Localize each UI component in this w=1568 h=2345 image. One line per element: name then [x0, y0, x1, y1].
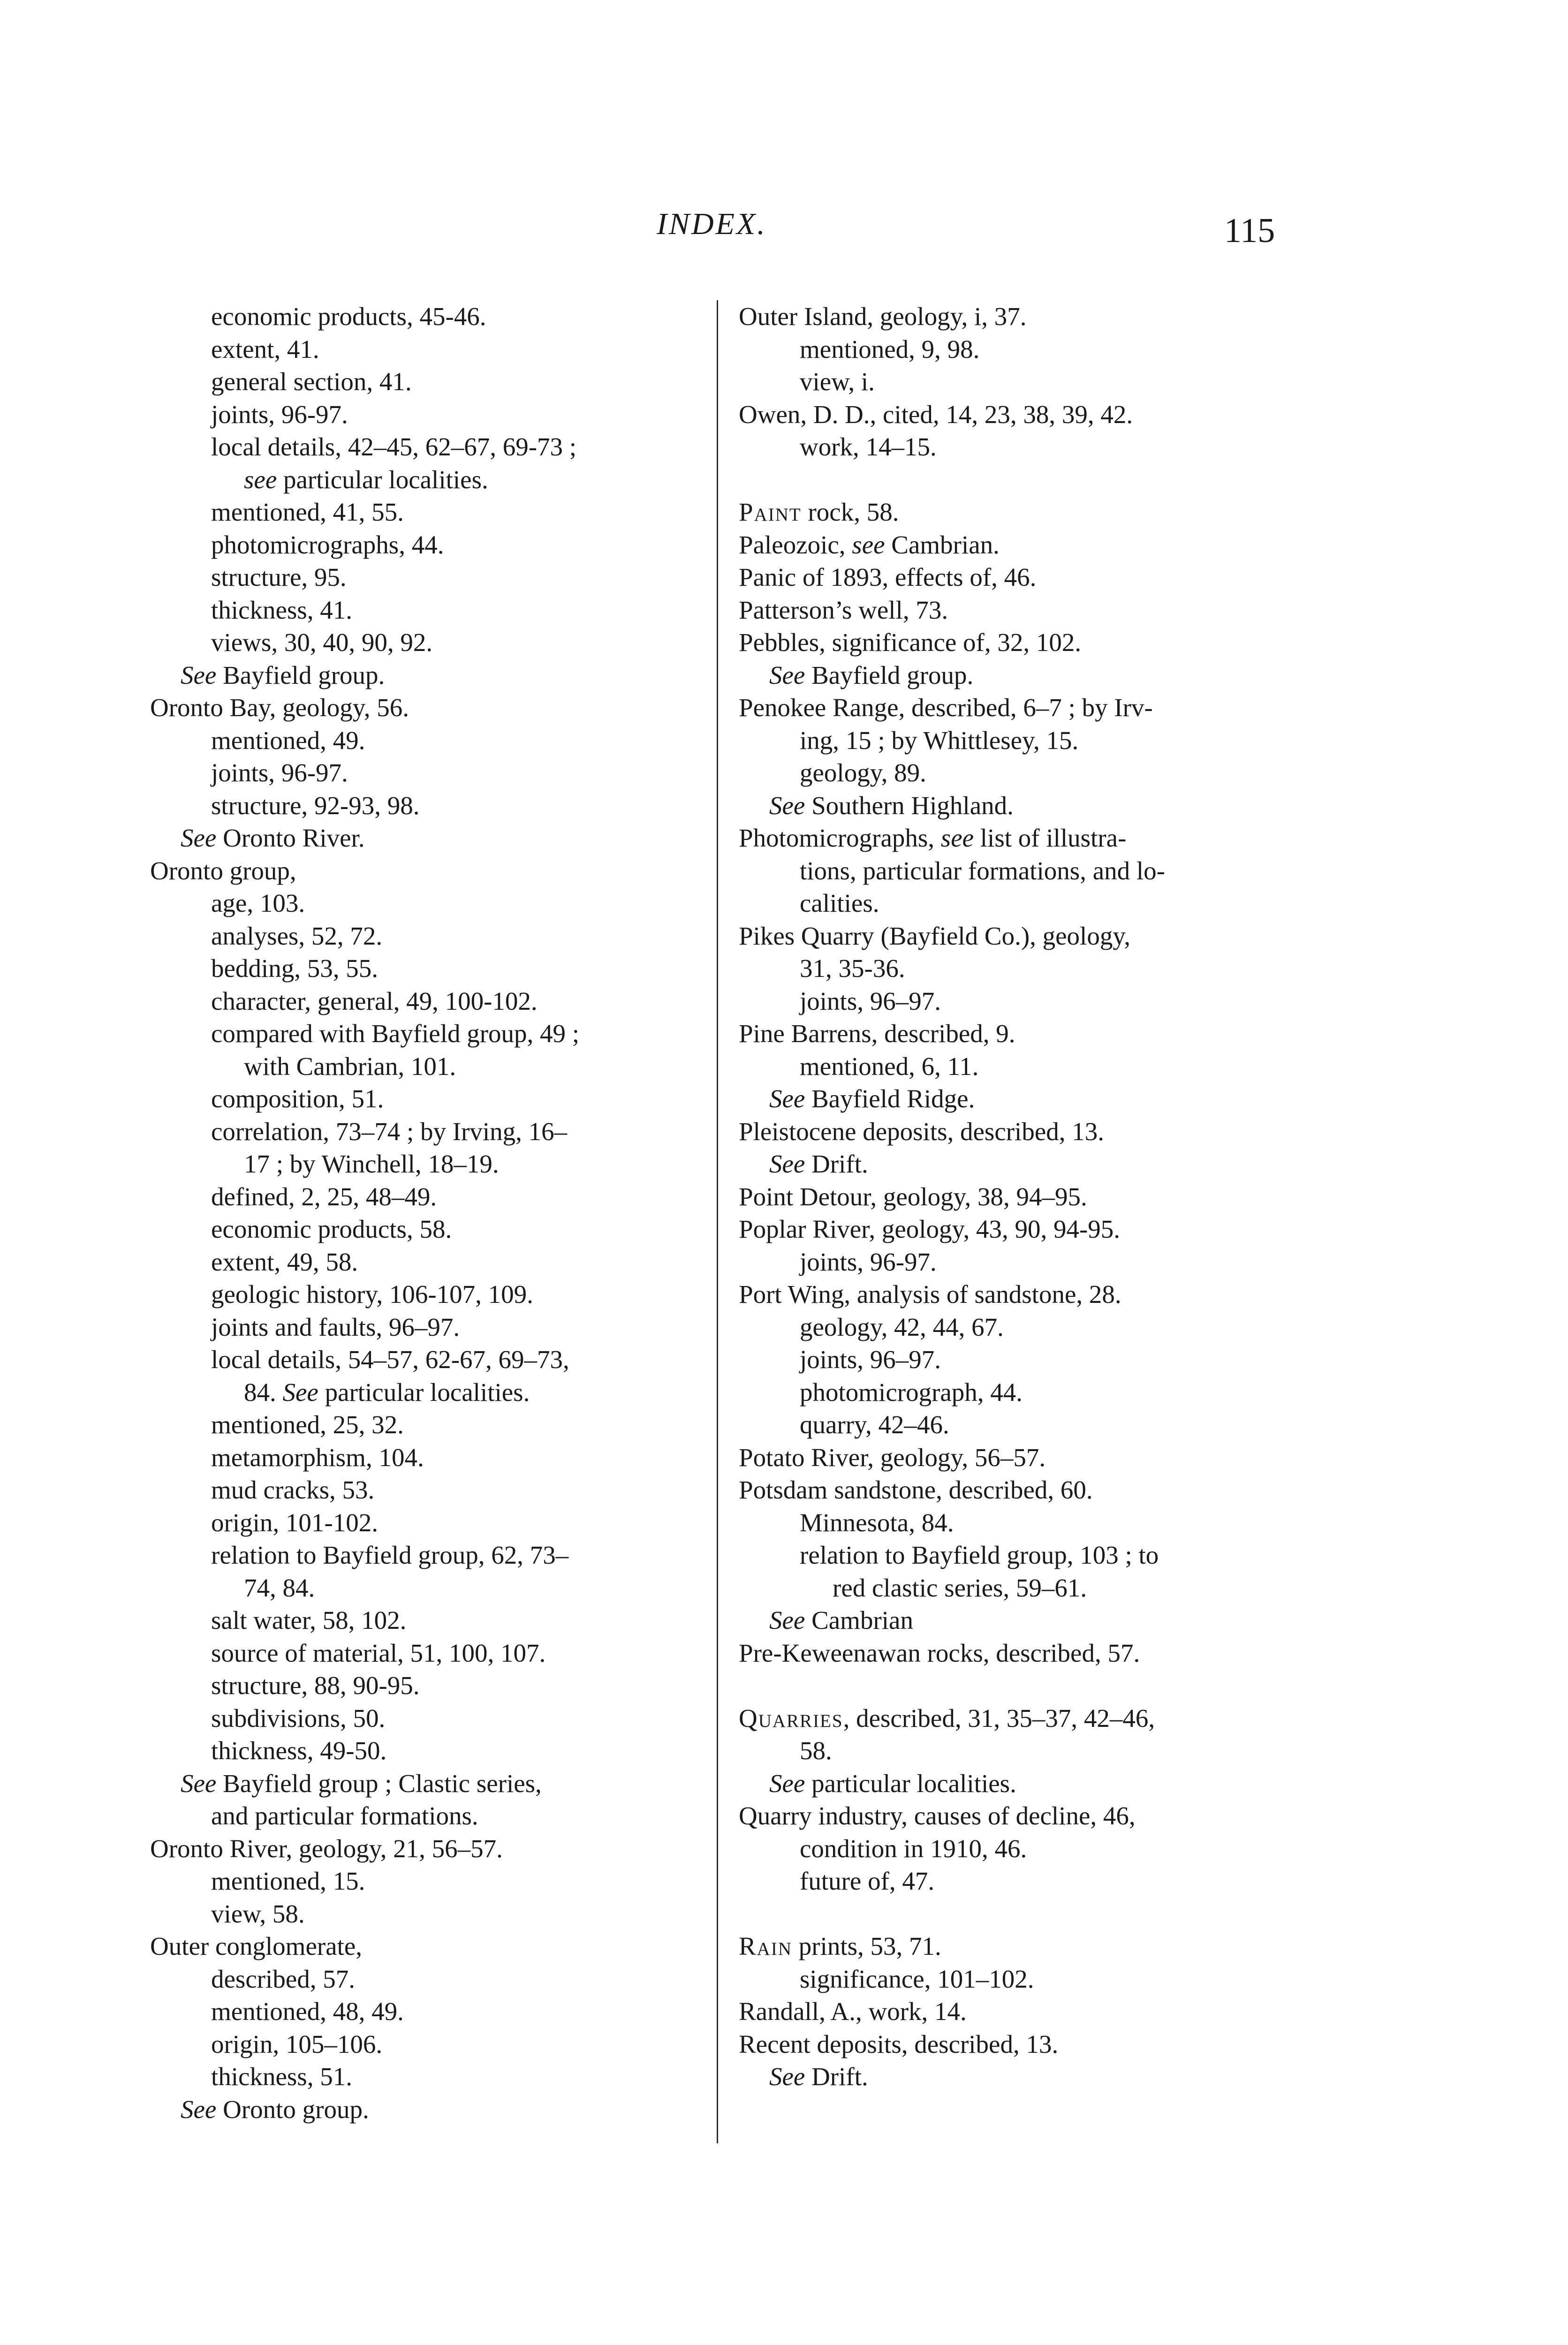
- entry-italic: See: [282, 1377, 318, 1407]
- entry-italic: see: [244, 465, 277, 494]
- index-entry-line: [150, 1767, 708, 1800]
- index-entry-line: [739, 1082, 1302, 1115]
- index-entry-line: [150, 398, 708, 431]
- entry-text: described, 57.: [211, 1964, 355, 1993]
- entry-text: Pre-Keweenawan rocks, described, 57.: [739, 1638, 1140, 1667]
- entry-text: origin, 101-102.: [211, 1508, 378, 1537]
- entry-italic: See: [769, 1769, 805, 1798]
- index-entry-line: [150, 822, 708, 855]
- entry-italic: See: [769, 1606, 805, 1634]
- index-entry-line: [150, 756, 708, 789]
- entry-text: tions, particular formations, and lo-: [800, 856, 1165, 885]
- index-entry-line: [739, 789, 1302, 822]
- index-entry-line: [739, 1734, 1302, 1767]
- entry-text: Oronto group.: [216, 2095, 369, 2124]
- index-entry-line: [150, 1148, 708, 1180]
- entry-text: analyses, 52, 72.: [211, 921, 383, 950]
- index-entry-line: [739, 1343, 1302, 1376]
- index-entry-line: [150, 1213, 708, 1246]
- index-entry-line: [150, 1082, 708, 1115]
- index-entry-line: [739, 1148, 1302, 1180]
- index-entry-line: [739, 1376, 1302, 1409]
- index-entry-line: [739, 1702, 1302, 1735]
- entry-text: origin, 105–106.: [211, 2029, 383, 2058]
- index-entry-line: [150, 887, 708, 920]
- entry-small-caps: Rain: [739, 1932, 793, 1960]
- index-entry-line: [739, 1180, 1302, 1213]
- entry-text: view, 58.: [211, 1899, 305, 1928]
- index-entry-line: [739, 691, 1302, 724]
- entry-text: character, general, 49, 100-102.: [211, 986, 538, 1015]
- entry-text: general section, 41.: [211, 367, 412, 396]
- index-entry-line: [150, 1539, 708, 1572]
- index-entry-line: [150, 1180, 708, 1213]
- index-entry-line: [150, 1669, 708, 1702]
- index-entry-line: [739, 1539, 1302, 1572]
- entry-text: Bayfield group.: [216, 660, 385, 689]
- entry-text: metamorphism, 104.: [211, 1443, 424, 1472]
- entry-text: Outer Island, geology, i, 37.: [739, 302, 1027, 331]
- entry-text: Oronto River.: [216, 824, 365, 852]
- entry-text: Bayfield group.: [805, 660, 974, 689]
- index-entry-line: [739, 1213, 1302, 1246]
- entry-text: Poplar River, geology, 43, 90, 94-95.: [739, 1215, 1121, 1243]
- entry-text: Cambrian.: [885, 530, 1000, 559]
- entry-text: mentioned, 48, 49.: [211, 1997, 404, 2026]
- index-entry-line: [150, 365, 708, 398]
- index-entry-line: [739, 2060, 1302, 2093]
- entry-text: mentioned, 15.: [211, 1867, 365, 1895]
- entry-text: Paleozoic,: [739, 530, 852, 559]
- entry-text: Pikes Quarry (Bayfield Co.), geology,: [739, 921, 1131, 950]
- entry-text: structure, 88, 90-95.: [211, 1671, 420, 1700]
- entry-text: economic products, 58.: [211, 1215, 452, 1243]
- entry-text: list of illustra-: [974, 824, 1127, 852]
- index-entry-line: [150, 1050, 708, 1083]
- entry-italic: See: [769, 660, 805, 689]
- entry-text: mentioned, 25, 32.: [211, 1410, 404, 1439]
- entry-text: particular localities.: [318, 1377, 530, 1407]
- index-entry-line: [150, 561, 708, 594]
- index-entry-line: [739, 659, 1302, 692]
- index-entry-line: [739, 1408, 1302, 1441]
- entry-text: thickness, 51.: [211, 2062, 352, 2091]
- index-entry-line: [739, 626, 1302, 659]
- entry-italic: See: [181, 660, 217, 689]
- entry-text: Drift.: [805, 1150, 868, 1178]
- entry-italic: See: [769, 1150, 805, 1178]
- entry-text: geologic history, 106-107, 109.: [211, 1280, 533, 1309]
- entry-text: 74, 84.: [244, 1573, 315, 1602]
- index-entry-line: [739, 1800, 1302, 1832]
- index-entry-line: [150, 1506, 708, 1539]
- index-entry-line: [150, 594, 708, 627]
- index-entry-line: [150, 1995, 708, 2028]
- entry-italic: See: [181, 1769, 217, 1798]
- entry-text: mud cracks, 53.: [211, 1475, 375, 1504]
- entry-text: Pleistocene deposits, described, 13.: [739, 1117, 1104, 1146]
- entry-text: relation to Bayfield group, 103 ; to: [800, 1541, 1159, 1569]
- index-entry-line: [150, 985, 708, 1018]
- entry-text: Bayfield group ; Clastic series,: [216, 1769, 542, 1798]
- entry-text: Potato River, geology, 56–57.: [739, 1443, 1046, 1472]
- entry-text: with Cambrian, 101.: [244, 1051, 456, 1081]
- index-entry-line: [150, 952, 708, 985]
- entry-text: mentioned, 9, 98.: [800, 334, 980, 363]
- index-entry-line: [739, 529, 1302, 561]
- index-entry-line: [739, 431, 1302, 463]
- index-entry-line: [150, 1376, 708, 1409]
- entry-text: joints and faults, 96–97.: [211, 1312, 460, 1341]
- entry-italic: See: [769, 2062, 805, 2091]
- entry-text: work, 14–15.: [800, 432, 937, 461]
- index-entry-line: [739, 756, 1302, 789]
- index-entry-line: [150, 1637, 708, 1670]
- entry-text: , described, 31, 35–37, 42–46,: [843, 1703, 1155, 1732]
- entry-text: Randall, A., work, 14.: [739, 1997, 967, 2026]
- index-entry-line: [150, 1343, 708, 1376]
- entry-text: mentioned, 6, 11.: [800, 1051, 979, 1081]
- index-entry-line: [739, 594, 1302, 627]
- index-entry-line: [739, 952, 1302, 985]
- index-entry-line: [150, 2093, 708, 2126]
- entry-text: extent, 49, 58.: [211, 1247, 358, 1276]
- index-entry-line: [150, 1311, 708, 1344]
- index-entry-line: [150, 431, 708, 463]
- index-entry-line: [150, 1408, 708, 1441]
- entry-small-caps: Quarries: [739, 1703, 843, 1732]
- index-entry-line: [150, 1898, 708, 1930]
- index-entry-line: [150, 1800, 708, 1832]
- index-entry-line: [739, 1995, 1302, 2028]
- entry-text: correlation, 73–74 ; by Irving, 16–: [211, 1117, 568, 1146]
- index-entry-line: [739, 1311, 1302, 1344]
- index-entry-line: [150, 1865, 708, 1898]
- entry-text: Bayfield Ridge.: [805, 1084, 975, 1113]
- entry-text: bedding, 53, 55.: [211, 954, 378, 983]
- entry-text: structure, 95.: [211, 563, 347, 591]
- entry-text: 84.: [244, 1377, 283, 1407]
- index-entry-line: [739, 333, 1302, 366]
- entry-text: Patterson’s well, 73.: [739, 595, 948, 624]
- entry-text: Pebbles, significance of, 32, 102.: [739, 628, 1082, 657]
- entry-text: age, 103.: [211, 889, 305, 917]
- entry-text: subdivisions, 50.: [211, 1703, 386, 1732]
- entry-text: future of, 47.: [800, 1867, 935, 1895]
- entry-text: mentioned, 49.: [211, 726, 365, 755]
- entry-text: defined, 2, 25, 48–49.: [211, 1182, 437, 1211]
- entry-text: relation to Bayfield group, 62, 73–: [211, 1541, 569, 1569]
- entry-text: economic products, 45-46.: [211, 302, 486, 331]
- entry-text: source of material, 51, 100, 107.: [211, 1638, 546, 1667]
- index-entry-line: [739, 1278, 1302, 1311]
- index-entry-line: [739, 920, 1302, 953]
- entry-text: Oronto Bay, geology, 56.: [150, 693, 409, 722]
- index-column-right: [739, 300, 1302, 2093]
- entry-text: calities.: [800, 889, 879, 917]
- entry-text: photomicrograph, 44.: [800, 1377, 1023, 1407]
- index-entry-line: [739, 365, 1302, 398]
- index-entry-line: [150, 1017, 708, 1050]
- entry-text: thickness, 41.: [211, 595, 352, 624]
- index-entry-line: [739, 985, 1302, 1018]
- index-entry-line: [150, 2060, 708, 2093]
- index-entry-line: [150, 626, 708, 659]
- index-entry-line: [739, 1963, 1302, 1996]
- entry-text: particular localities.: [805, 1769, 1016, 1798]
- index-entry-line: [739, 855, 1302, 887]
- entry-text: particular localities.: [277, 465, 488, 494]
- index-entry-line: [739, 1115, 1302, 1148]
- entry-text: red clastic series, 59–61.: [833, 1573, 1087, 1602]
- entry-text: extent, 41.: [211, 334, 319, 363]
- index-entry-line: [150, 1604, 708, 1637]
- index-entry-line: [150, 1963, 708, 1996]
- entry-small-caps: Paint: [739, 498, 802, 526]
- entry-text: Penokee Range, described, 6–7 ; by Irv-: [739, 693, 1153, 722]
- entry-text: structure, 92-93, 98.: [211, 791, 420, 820]
- index-entry-line: [739, 300, 1302, 333]
- running-title: INDEX.: [657, 207, 767, 241]
- entry-text: and particular formations.: [211, 1801, 478, 1830]
- entry-text: 17 ; by Winchell, 18–19.: [244, 1150, 499, 1178]
- entry-text: Recent deposits, described, 13.: [739, 2029, 1059, 2058]
- index-entry-line: [150, 529, 708, 561]
- index-entry-line: [739, 724, 1302, 757]
- index-entry-line: [150, 496, 708, 529]
- entry-text: joints, 96–97.: [800, 1345, 941, 1374]
- page-number: 115: [1224, 212, 1275, 250]
- index-entry-line: [150, 691, 708, 724]
- index-entry-line: [739, 398, 1302, 431]
- index-entry-line: [739, 822, 1302, 855]
- entry-text: mentioned, 41, 55.: [211, 498, 404, 526]
- index-entry-line: [739, 1604, 1302, 1637]
- index-entry-line: [739, 561, 1302, 594]
- index-entry-line: [150, 463, 708, 496]
- entry-text: Oronto River, geology, 21, 56–57.: [150, 1834, 503, 1863]
- index-entry-line: [739, 1930, 1302, 1963]
- index-entry-line: [739, 496, 1302, 529]
- entry-text: 31, 35-36.: [800, 954, 905, 983]
- index-entry-line: [150, 2028, 708, 2061]
- entry-italic: See: [769, 791, 805, 820]
- entry-text: Potsdam sandstone, described, 60.: [739, 1475, 1093, 1504]
- entry-text: prints, 53, 71.: [792, 1932, 941, 1960]
- index-entry-line: [739, 1474, 1302, 1506]
- entry-text: Pine Barrens, described, 9.: [739, 1019, 1015, 1048]
- entry-text: joints, 96-97.: [211, 758, 348, 787]
- index-entry-line: [739, 1572, 1302, 1604]
- entry-text: Quarry industry, causes of decline, 46,: [739, 1801, 1136, 1830]
- entry-text: joints, 96-97.: [800, 1247, 937, 1276]
- column-divider: [717, 300, 718, 2143]
- index-column-left: [150, 300, 708, 2126]
- entry-text: joints, 96-97.: [211, 400, 348, 429]
- entry-text: Panic of 1893, effects of, 46.: [739, 563, 1037, 591]
- index-entry-line: [739, 1246, 1302, 1278]
- index-entry-line: [150, 1832, 708, 1865]
- index-entry-line: [739, 1832, 1302, 1865]
- index-entry-line: [739, 1506, 1302, 1539]
- entry-text: compared with Bayfield group, 49 ;: [211, 1019, 580, 1048]
- entry-text: composition, 51.: [211, 1084, 384, 1113]
- entry-italic: see: [940, 824, 974, 852]
- index-entry-line: [739, 1441, 1302, 1474]
- index-entry-line: [150, 1572, 708, 1604]
- index-entry-line: [150, 1441, 708, 1474]
- index-entry-line: [150, 1115, 708, 1148]
- index-entry-line: [150, 1246, 708, 1278]
- index-entry-line: [739, 887, 1302, 920]
- entry-text: photomicrographs, 44.: [211, 530, 444, 559]
- entry-text: Southern Highland.: [805, 791, 1014, 820]
- entry-text: views, 30, 40, 90, 92.: [211, 628, 433, 657]
- entry-italic: See: [181, 824, 217, 852]
- index-entry-line: [150, 855, 708, 887]
- entry-italic: See: [181, 2095, 217, 2124]
- index-entry-line: [150, 1278, 708, 1311]
- index-entry-line: [739, 1767, 1302, 1800]
- index-entry-line: [150, 1734, 708, 1767]
- entry-italic: see: [852, 530, 885, 559]
- index-entry-line: [150, 1930, 708, 1963]
- entry-text: rock, 58.: [801, 498, 899, 526]
- index-entry-line: [150, 1474, 708, 1506]
- index-entry-line: [150, 1702, 708, 1735]
- index-entry-line: [739, 1865, 1302, 1898]
- index-entry-line: [150, 333, 708, 366]
- entry-text: view, i.: [800, 367, 875, 396]
- section-gap: [739, 1669, 1302, 1702]
- section-gap: [739, 1898, 1302, 1930]
- entry-text: ing, 15 ; by Whittlesey, 15.: [800, 726, 1079, 755]
- section-gap: [739, 463, 1302, 496]
- entry-text: Port Wing, analysis of sandstone, 28.: [739, 1280, 1121, 1309]
- index-entry-line: [739, 2028, 1302, 2061]
- index-entry-line: [150, 659, 708, 692]
- entry-text: local details, 42–45, 62–67, 69-73 ;: [211, 432, 577, 461]
- entry-text: Owen, D. D., cited, 14, 23, 38, 39, 42.: [739, 400, 1133, 429]
- entry-text: Drift.: [805, 2062, 868, 2091]
- entry-text: Oronto group,: [150, 856, 296, 885]
- entry-text: Minnesota, 84.: [800, 1508, 954, 1537]
- entry-text: significance, 101–102.: [800, 1964, 1034, 1993]
- entry-text: Cambrian: [805, 1606, 913, 1634]
- entry-text: joints, 96–97.: [800, 986, 941, 1015]
- index-entry-line: [739, 1017, 1302, 1050]
- entry-text: Photomicrographs,: [739, 824, 941, 852]
- entry-italic: See: [769, 1084, 805, 1113]
- index-entry-line: [150, 920, 708, 953]
- entry-text: quarry, 42–46.: [800, 1410, 949, 1439]
- entry-text: salt water, 58, 102.: [211, 1606, 407, 1634]
- index-entry-line: [739, 1637, 1302, 1670]
- entry-text: Outer conglomerate,: [150, 1932, 363, 1960]
- entry-text: 58.: [800, 1736, 832, 1765]
- index-entry-line: [739, 1050, 1302, 1083]
- entry-text: geology, 42, 44, 67.: [800, 1312, 1004, 1341]
- entry-text: condition in 1910, 46.: [800, 1834, 1027, 1863]
- index-entry-line: [150, 724, 708, 757]
- index-entry-line: [150, 789, 708, 822]
- entry-text: Point Detour, geology, 38, 94–95.: [739, 1182, 1087, 1211]
- entry-text: geology, 89.: [800, 758, 926, 787]
- index-entry-line: [150, 300, 708, 333]
- entry-text: local details, 54–57, 62-67, 69–73,: [211, 1345, 569, 1374]
- entry-text: thickness, 49-50.: [211, 1736, 387, 1765]
